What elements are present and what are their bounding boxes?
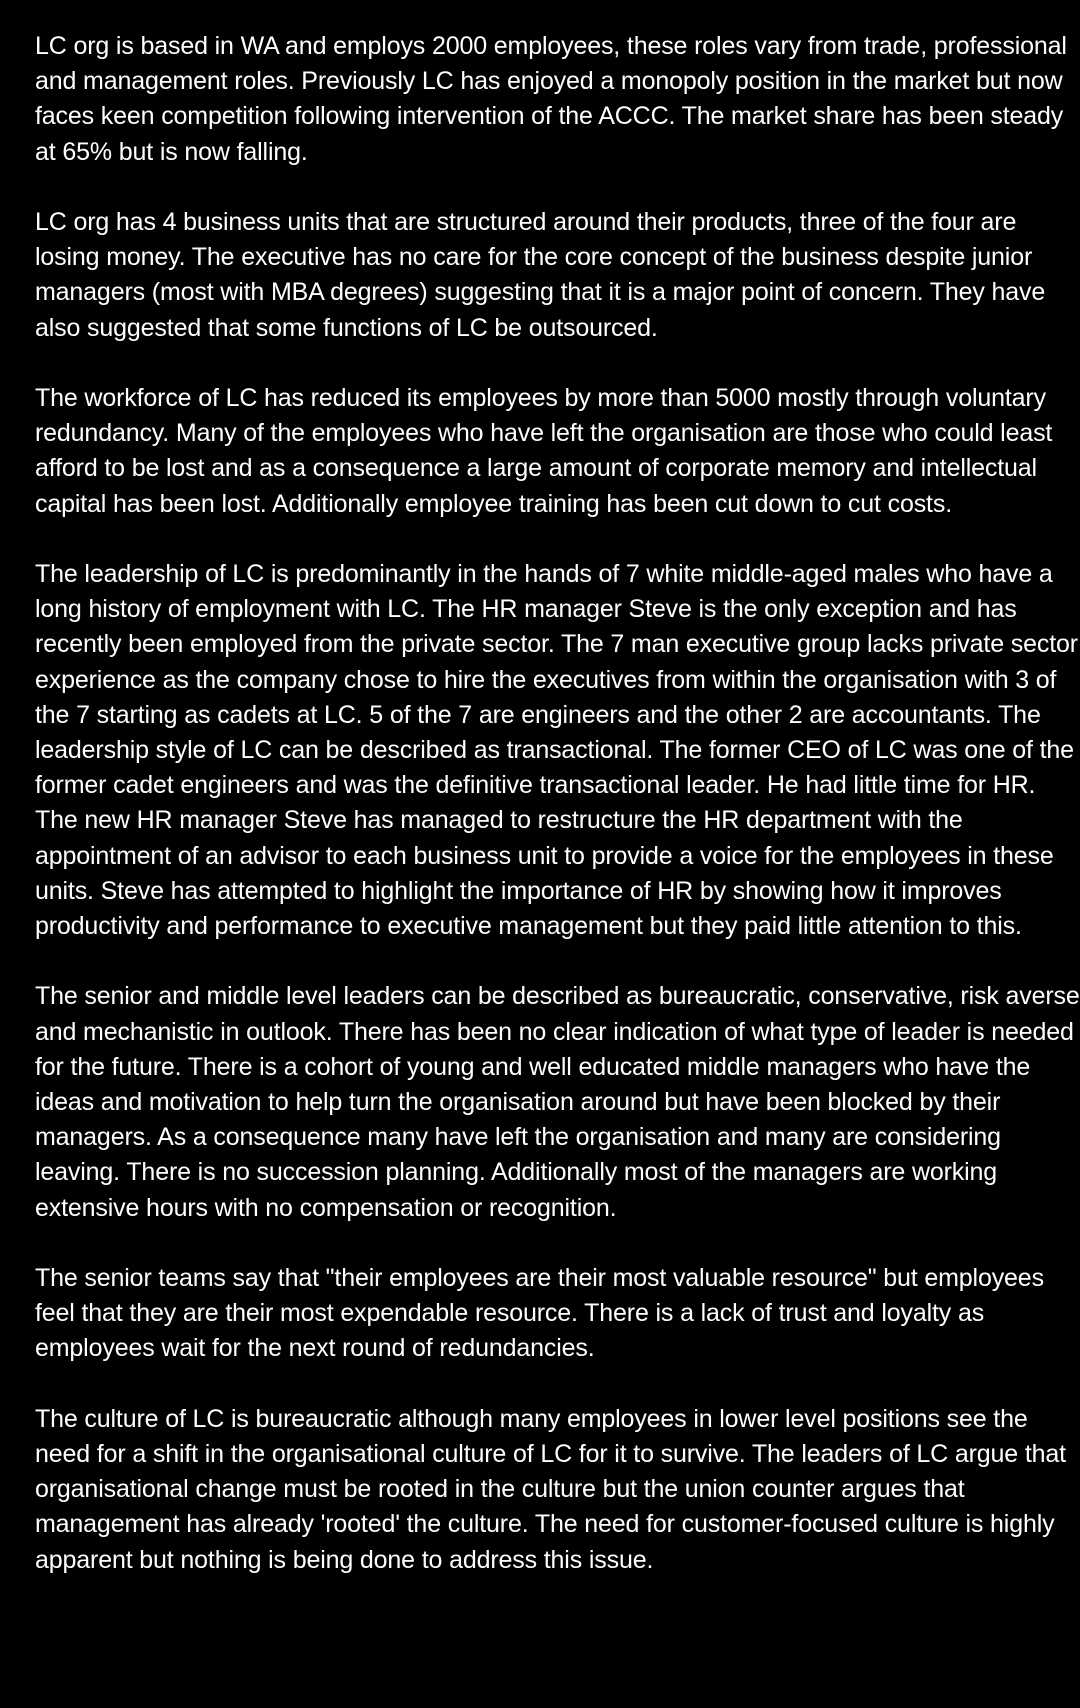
paragraph-organisation-overview: LC org is based in WA and employs 2000 employees, these roles vary from trade, professional and management roles. Previously LC has enjoyed a monopoly position in the market but now faces keen competition following intervention of the ACCC. The market share has been steady at 65% but is now falling. <box>35 32 1067 166</box>
paragraph-business-units: LC org has 4 business units that are structured around their products, three of the four are losing money. The executive has no care for the core concept of the business despite junior managers (most with MBA degrees) suggesting that it is a major point of concern. They have also suggested that some functions of LC be outsourced. <box>35 208 1046 342</box>
paragraph-senior-middle-leaders: The senior and middle level leaders can be described as bureaucratic, conservative, risk averse and mechanistic in outlook. There has been no clear indication of what type of leader is needed for the future. There is a cohort of young and well educated middle managers who have the ideas and motivation to help turn the organisation around but have been blocked by their managers. As a consequence many have left the organisation and many are considering leaving. There is no succession planning. Additionally most of the managers are working extensive hours with no compensation or recognition. <box>35 982 1080 1222</box>
paragraph-senior-teams: The senior teams say that "their employees are their most valuable resource" but employees feel that they are their most expendable resource. There is a lack of trust and loyalty as employees wait for the next round of redundancies. <box>35 1264 1044 1363</box>
paragraph-leadership: The leadership of LC is predominantly in the hands of 7 white middle-aged males who have a long history of employment with LC. The HR manager Steve is the only exception and has recently been employed from the private sector. The 7 man executive group lacks private sector experience as the company chose to hire the executives from within the organisation with 3 of the 7 starting as cadets at LC. 5 of the 7 are engineers and the other 2 are accountants. The leadership style of LC can be described as transactional. The former CEO of LC was one of the former cadet engineers and was the definitive transactional leader. He had little time for HR. The new HR manager Steve has managed to restructure the HR department with the appointment of an advisor to each business unit to provide a voice for the employees in these units. Steve has attempted to highlight the importance of HR by showing how it improves productivity and performance to executive management but they paid little attention to this. <box>35 560 1078 941</box>
paragraph-workforce: The workforce of LC has reduced its employees by more than 5000 mostly through voluntary redundancy. Many of the employees who have left the organisation are those who could least afford to be lost and as a consequence a large amount of corporate memory and intellectual capital has been lost. Additionally employee training has been cut down to cut costs. <box>35 384 1053 518</box>
case-study-document <box>35 29 1080 1578</box>
paragraph-culture: The culture of LC is bureaucratic although many employees in lower level positions see the need for a shift in the organisational culture of LC for it to survive. The leaders of LC argue that organisational change must be rooted in the culture but the union counter argues that management has already 'rooted' the culture. The need for customer-focused culture is highly apparent but nothing is being done to address this issue. <box>35 1404 1066 1574</box>
